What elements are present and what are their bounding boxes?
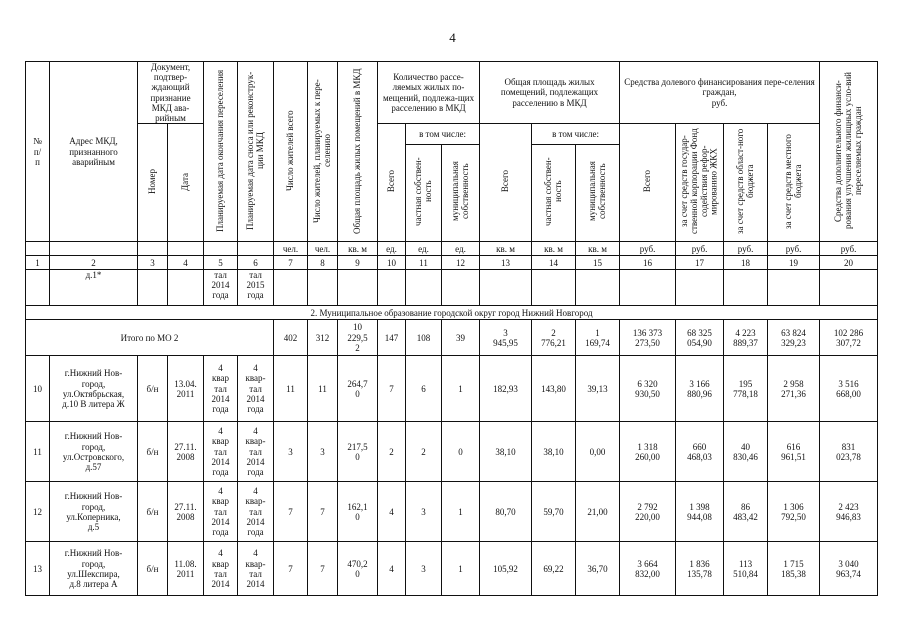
header-incl-1: в том числе: [406, 124, 480, 145]
col-number: 5 [204, 256, 238, 270]
col-number: 8 [308, 256, 338, 270]
row-demolish: 4 квар- тал 2014 года [238, 356, 274, 422]
row-additional: 2 423 946,83 [820, 482, 878, 542]
row-planned: 11 [308, 356, 338, 422]
header-incl-2: в том числе: [532, 124, 620, 145]
row-num: 10 [26, 356, 50, 422]
row-area-total: 38,10 [480, 422, 532, 482]
unit-cell: руб. [676, 242, 724, 256]
row-funds-regional: 195 778,18 [724, 356, 768, 422]
header-num: № п/ п [26, 62, 50, 242]
row-area-municipal: 36,70 [576, 542, 620, 596]
row-resettle: 4 квар тал 2014 года [204, 356, 238, 422]
header-qty-total: Всего [378, 124, 406, 242]
row-num: 12 [26, 482, 50, 542]
total-area-private: 2 776,21 [532, 320, 576, 356]
row-funds-total: 3 664 832,00 [620, 542, 676, 596]
row-area-total: 105,92 [480, 542, 532, 596]
col-number: 15 [576, 256, 620, 270]
row-planned: 7 [308, 482, 338, 542]
unit-cell: руб. [768, 242, 820, 256]
unit-cell: кв. м [576, 242, 620, 256]
row-qty: 4 [378, 482, 406, 542]
row-municipal-qty: 1 [442, 542, 480, 596]
row-municipal-qty: 0 [442, 422, 480, 482]
row-additional: 3 040 963,74 [820, 542, 878, 596]
header-funds-total: Всего [620, 124, 676, 242]
table-row [26, 542, 878, 596]
header-planned-resettle: Планируемая дата окончания переселения [204, 62, 238, 242]
row-municipal-qty: 1 [442, 356, 480, 422]
row-demolish: 4 квар- тал 2014 года [238, 482, 274, 542]
row-funds-total: 1 318 260,00 [620, 422, 676, 482]
row-area-total: 182,93 [480, 356, 532, 422]
section-row [26, 306, 878, 320]
col-number: 6 [238, 256, 274, 270]
row-num: 13 [26, 542, 50, 596]
total-area-municipal: 1 169,74 [576, 320, 620, 356]
row-funds-fund: 3 166 880,96 [676, 356, 724, 422]
row-area-private: 59,70 [532, 482, 576, 542]
unit-cell: ед. [442, 242, 480, 256]
unit-cell: кв. м [480, 242, 532, 256]
header-qty-group: Количество рассе-ляемых жилых по-мещений, подлежа-щих расселению в МКД [378, 62, 480, 124]
row-planned: 7 [308, 542, 338, 596]
total-area: 10 229,5 2 [338, 320, 378, 356]
total-qty: 147 [378, 320, 406, 356]
row-private-qty: 3 [406, 542, 442, 596]
row-private-qty: 3 [406, 482, 442, 542]
header-planned-demolish: Планируемая дата сноса или реконструк-ции МКД [238, 62, 274, 242]
row-private-qty: 6 [406, 356, 442, 422]
row-demolish: 4 квар- тал 2014 года [238, 422, 274, 482]
total-funds-regional: 4 223 889,37 [724, 320, 768, 356]
unit-cell: руб. [620, 242, 676, 256]
col-number: 3 [138, 256, 168, 270]
total-funds-local: 63 824 329,23 [768, 320, 820, 356]
total-additional: 102 286 307,72 [820, 320, 878, 356]
row-residents: 3 [274, 422, 308, 482]
row-doc-number: б/н [138, 482, 168, 542]
header-funds-fund: за счет средств государ-ственной корпорации Фонд содействия рефор-мированию ЖКХ [676, 124, 724, 242]
row-doc-date: 27.11. 2008 [168, 482, 204, 542]
col-number: 1 [26, 256, 50, 270]
header-area-total: Всего [480, 124, 532, 242]
row-funds-local: 616 961,51 [768, 422, 820, 482]
carry-resettle: тал 2014 года [204, 270, 238, 306]
total-private-qty: 108 [406, 320, 442, 356]
row-doc-number: б/н [138, 422, 168, 482]
section-title: 2. Муниципальное образование городской округ город Нижний Новгород [26, 306, 878, 320]
row-resettle: 4 квар тал 2014 года [204, 482, 238, 542]
row-address: г.Нижний Нов- город, ул.Островского, д.57 [50, 422, 138, 482]
carry-over-row [26, 270, 878, 306]
carry-address: д.1* [50, 270, 138, 306]
table-row [26, 356, 878, 422]
header-area-group: Общая площадь жилых помещений, подлежащих расселению в МКД [480, 62, 620, 124]
col-number: 9 [338, 256, 378, 270]
total-label: Итого по МО 2 [26, 320, 274, 356]
row-funds-local: 1 306 792,50 [768, 482, 820, 542]
resettlement-table [25, 61, 878, 596]
header-total-area: Общая площадь жилых помещений в МКД [338, 62, 378, 242]
row-funds-regional: 113 510,84 [724, 542, 768, 596]
row-area: 217,5 0 [338, 422, 378, 482]
col-number: 18 [724, 256, 768, 270]
row-area: 264,7 0 [338, 356, 378, 422]
table-row [26, 482, 878, 542]
col-number: 14 [532, 256, 576, 270]
page-number: 4 [449, 30, 456, 45]
row-address: г.Нижний Нов- город, ул.Шекспира, д.8 литера А [50, 542, 138, 596]
total-row [26, 320, 878, 356]
header-funds-local: за счет средств местного бюджета [768, 124, 820, 242]
row-doc-date: 11.08. 2011 [168, 542, 204, 596]
column-numbers-row [26, 256, 878, 270]
row-residents: 11 [274, 356, 308, 422]
row-qty: 4 [378, 542, 406, 596]
row-area-total: 80,70 [480, 482, 532, 542]
unit-cell: кв. м [532, 242, 576, 256]
row-residents: 7 [274, 542, 308, 596]
col-number: 4 [168, 256, 204, 270]
total-area-total: 3 945,95 [480, 320, 532, 356]
unit-cell: кв. м [338, 242, 378, 256]
header-address: Адрес МКД, признанного аварийным [50, 62, 138, 242]
header-residents-total: Число жителей всего [274, 62, 308, 242]
col-number: 20 [820, 256, 878, 270]
header-private-1: частная собствен-ность [406, 144, 442, 242]
header-additional: Средства дополнительного финанси-рования улучшения жилищных усло-вий переселяемых граждан [820, 62, 878, 242]
row-doc-date: 27.11. 2008 [168, 422, 204, 482]
row-qty: 7 [378, 356, 406, 422]
row-area-private: 143,80 [532, 356, 576, 422]
col-number: 16 [620, 256, 676, 270]
row-resettle: 4 квар тал 2014 года [204, 422, 238, 482]
unit-cell: ед. [406, 242, 442, 256]
col-number: 13 [480, 256, 532, 270]
row-doc-number: б/н [138, 542, 168, 596]
total-funds-fund: 68 325 054,90 [676, 320, 724, 356]
header-doc-date: Дата [168, 124, 204, 242]
row-private-qty: 2 [406, 422, 442, 482]
row-area-municipal: 39,13 [576, 356, 620, 422]
header-doc-number: Номер [138, 124, 168, 242]
row-area: 470,2 0 [338, 542, 378, 596]
total-residents: 402 [274, 320, 308, 356]
row-funds-fund: 660 468,03 [676, 422, 724, 482]
unit-cell: ед. [378, 242, 406, 256]
header-municipal-2: муниципальная собственность [576, 144, 620, 242]
header-funds-group: Средства долевого финансирования пере-селения граждан, руб. [620, 62, 820, 124]
row-additional: 3 516 668,00 [820, 356, 878, 422]
row-qty: 2 [378, 422, 406, 482]
col-number: 19 [768, 256, 820, 270]
row-funds-total: 2 792 220,00 [620, 482, 676, 542]
row-num: 11 [26, 422, 50, 482]
col-number: 12 [442, 256, 480, 270]
row-funds-fund: 1 398 944,08 [676, 482, 724, 542]
row-demolish: 4 квар- тал 2014 [238, 542, 274, 596]
col-number: 10 [378, 256, 406, 270]
col-number: 7 [274, 256, 308, 270]
col-number: 11 [406, 256, 442, 270]
row-area-private: 69,22 [532, 542, 576, 596]
table-row [26, 422, 878, 482]
total-funds-total: 136 373 273,50 [620, 320, 676, 356]
row-funds-fund: 1 836 135,78 [676, 542, 724, 596]
row-funds-total: 6 320 930,50 [620, 356, 676, 422]
units-row [26, 242, 878, 256]
row-planned: 3 [308, 422, 338, 482]
col-number: 17 [676, 256, 724, 270]
unit-cell: чел. [274, 242, 308, 256]
row-resettle: 4 квар тал 2014 [204, 542, 238, 596]
row-funds-local: 1 715 185,38 [768, 542, 820, 596]
row-area-municipal: 21,00 [576, 482, 620, 542]
col-number: 2 [50, 256, 138, 270]
row-funds-local: 2 958 271,36 [768, 356, 820, 422]
row-funds-regional: 40 830,46 [724, 422, 768, 482]
carry-demolish: тал 2015 года [238, 270, 274, 306]
header-residents-planned: Число жителей, планируемых к пере-селению [308, 62, 338, 242]
row-additional: 831 023,78 [820, 422, 878, 482]
row-funds-regional: 86 483,42 [724, 482, 768, 542]
header-document: Документ, подтвер- ждающий признание МКД ава- рийным [138, 62, 204, 124]
unit-cell: чел. [308, 242, 338, 256]
row-doc-number: б/н [138, 356, 168, 422]
row-municipal-qty: 1 [442, 482, 480, 542]
row-residents: 7 [274, 482, 308, 542]
row-address: г.Нижний Нов- город, ул.Коперника, д.5 [50, 482, 138, 542]
row-doc-date: 13.04. 2011 [168, 356, 204, 422]
row-area-private: 38,10 [532, 422, 576, 482]
unit-cell: руб. [724, 242, 768, 256]
header-funds-regional: за счет средств област-ного бюджета [724, 124, 768, 242]
header-private-2: частная собствен-ность [532, 144, 576, 242]
row-area: 162,1 0 [338, 482, 378, 542]
header-municipal-1: муниципальная собственность [442, 144, 480, 242]
row-address: г.Нижний Нов- город, ул.Октябрьская, д.10 В литера Ж [50, 356, 138, 422]
row-area-municipal: 0,00 [576, 422, 620, 482]
total-planned: 312 [308, 320, 338, 356]
total-municipal-qty: 39 [442, 320, 480, 356]
unit-cell: руб. [820, 242, 878, 256]
